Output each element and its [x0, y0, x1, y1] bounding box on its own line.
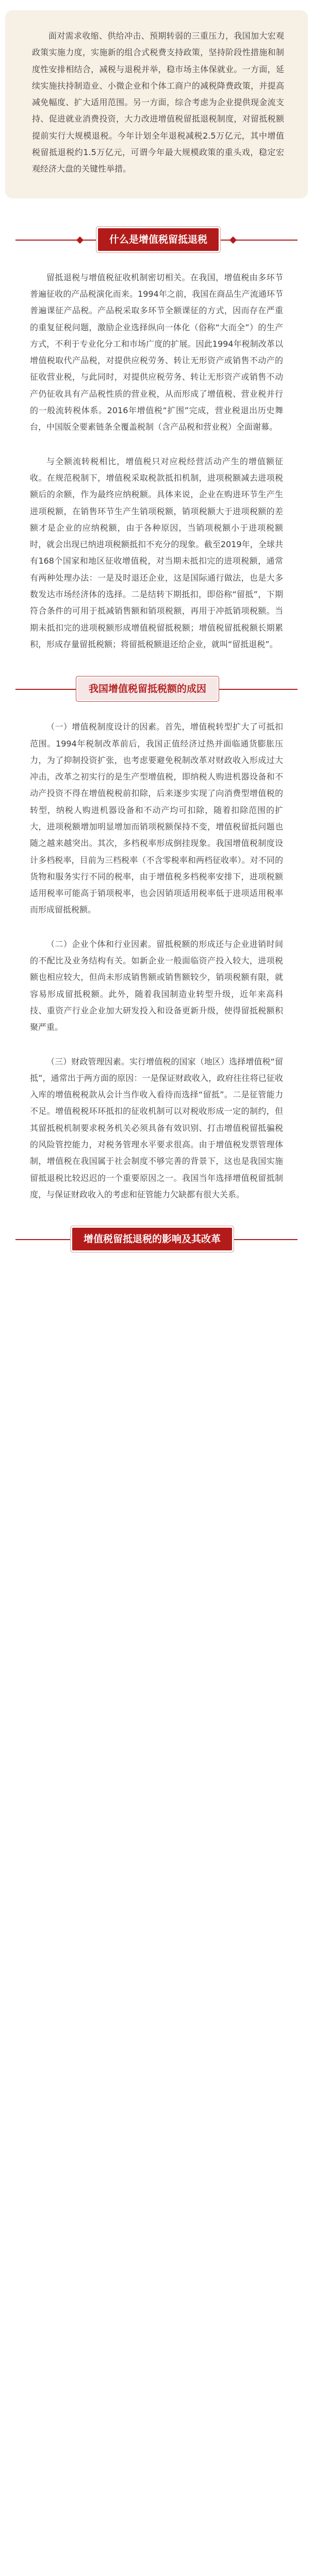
diamond-icon — [76, 236, 84, 244]
section-heading-banner — [15, 673, 298, 705]
section-heading-banner — [15, 1224, 298, 1256]
section-heading: 我国增值税留抵税额的成因 — [77, 677, 218, 700]
diamond-icon — [229, 236, 237, 244]
section-heading: 增值税留抵退税的影响及其改革 — [72, 1228, 232, 1250]
body-paragraph: （一）增值税制度设计的因素。首先，增值税转型扩大了可抵扣范围。1994年税制改革前后，我国正值经济过热并面临通货膨胀压力，为了抑制投资扩张，也考虑要避免税制改革对财政收入形成过大冲击，改革之初实行的是生产型增值税，即纳税人购进机器设备和不动产投资不得在增值税税前扣除，后来逐步实现了向消费型增值税的转型，纳税人购进机器设备和不动产均可扣除，随着扣除范围的扩大，进项税额增加明显增加而销项税额保持不变，增值税留抵问题也随之越来越突出。其次，多档税率形成倒挂现象。我国增值税制度设计多档税率，目前为三档税率（不含零税率和两档征收率）。对不同的货物和服务实行不同的税率，由于增值税多档税率安排下，进项税额适用税率可能高于销项税率，也会因销项适用税率低于进项适用税率而形成留抵税额。 — [30, 722, 283, 915]
body-paragraph: （三）财政管理因素。实行增值税的国家（地区）选择增值税“留抵”，通常出于两方面的原因：一是保证财政收入，政府往往将已征收入库的增值税税款从会计当作收入看待而选择“留抵”。二是征管能力不足。增值税税环环抵扣的征收机制可以对税收形成一定的制约，但其留抵税机制要求税务机关必须具备有效识别、打击增值税留抵骗税的风险管控能力，对税务管理水平要求很高。由于增值税发票管理体制，增值税在我国属于社会制度不够完善的背景下，这也是我国实施留抵退税比较迟迟的一个重要原因之一。我国当年选择增值税留抵制度，与保证财政收入的考虑和征管能力欠缺都有很大关系。 — [30, 1056, 283, 1199]
body-paragraph: （二）企业个体和行业因素。留抵税额的形成还与企业进销时间的不配比及业务结构有关。如新企业一般面临资产投入较大，进项税额也相应较大，但尚未形成销售额或销售额较少，销项税额有限，就容易形成留抵税额。此外，随着我国制造业转型升级，近年来高科技、重资产行业企业加大研发投入和设备更新升级，使得留抵税额积聚严重。 — [30, 939, 283, 1032]
intro-paragraph: 面对需求收缩、供给冲击、预期转弱的三重压力，我国加大宏观政策实施力度，实施新的组合式税费支持政策，坚持阶段性措施和制度性安排相结合，减税与退税并举，稳市场主体保就业。一方面，延续实施扶持制造业、小微企业和个体工商户的减税降费政策，并提高减免幅度、扩大适用范围。另一方面，综合考虑为企业提供现金流支持、促进就业消费投资，大力改进增值税留抵退税制度，对留抵税额提前实行大规模退税。今年计划全年退税减税2.5万亿元，其中增值税留抵退税约1.5万亿元，可谓今年最大规模政策的重头戏，稳定宏观经济大盘的关键性举措。 — [32, 31, 284, 174]
intro-box — [5, 10, 308, 198]
section-heading-banner — [15, 224, 298, 256]
body-paragraph: 与全额流转税相比，增值税只对应税经营活动产生的增值额征收。在规范税制下，增值税采取税款抵扣机制，进项税额减去进项税额后的余额，作为最终应纳税额。具体来说，企业在购进环节生产生进项税额，在销售环节生产生销项税额，销项税额大于进项税额的差额才是企业的应纳税额，由于各种原因，当销项税额小于进项税额时，就会出现已纳进项税额抵扣不充分的现象。截至2019年，全球共有168个国家和地区征收增值税，对当期未抵扣完的进项税额，通常有两种处理办法：一是及时退还企业，这是国际通行做法，也是大多数发达市场经济体的选择。二是结转下期抵扣，即俗称“留抵”，下期符合条件的可用于抵减销售额和销项税额，再用于冲抵销项税额。当期未抵扣完的进项税额形成增值税留抵税额；增值税留抵税额长期累积，形成存量留抵税额；将留抵税额退还给企业，就叫“留抵退税”。 — [30, 456, 283, 649]
section-heading: 什么是增值税留抵退税 — [98, 228, 219, 251]
body-paragraph: 留抵退税与增值税征收机制密切相关。在我国，增值税由多环节普遍征收的产品税演化而来。1994年之前，我国在商品生产流通环节普遍课征产品税。产品税采取多环节全额课征的方式，因而存在严重的重复征税问题，激励企业选择纵向一体化（俗称“大而全”）的生产方式，不利于专业化分工和市场广度的扩展。因此1994年税制改革以增值税取代产品税，对提供应税劳务、转让无形资产或销售不动产的征收营业税，与此同时，对提供应税劳务、转让无形资产或销售不动产仍征收具有产品税性质的营业税，从而形成了增值税、营业税并行的一般流转税体系。2016年增值税“扩围”完成，营业税退出历史舞台，中国版全要素链条全覆盖税制（含产品税和营业税）全面谢幕。 — [30, 272, 283, 432]
